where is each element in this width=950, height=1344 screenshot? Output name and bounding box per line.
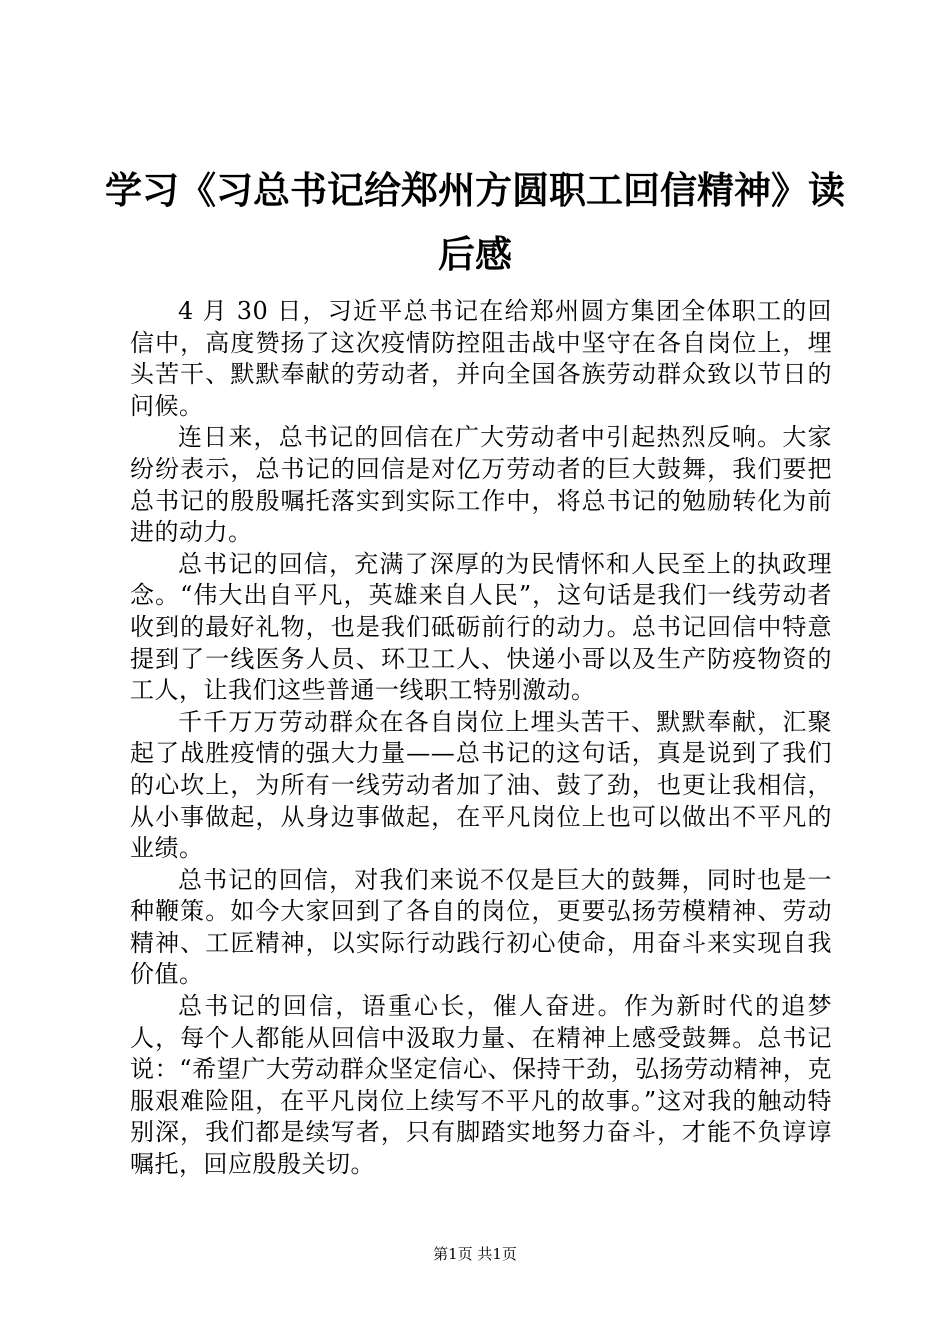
paragraph-4: 千千万万劳动群众在各自岗位上埋头苦干、默默奉献，汇聚起了战胜疫情的强大力量——总书记的这句话，真是说到了我们的心坎上，为所有一线劳动者加了油、鼓了劲，也更让我相信，从小事做起，从身边事做起，在平凡岗位上也可以做出不平凡的业绩。: [130, 707, 832, 863]
page-number-footer: 第1页 共1页: [433, 1245, 517, 1263]
paragraph-1: 4 月 30 日，习近平总书记在给郑州圆方集团全体职工的回信中，高度赞扬了这次疫情防控阻击战中坚守在各自岗位上，埋头苦干、默默奉献的劳动者，并向全国各族劳动群众致以节日的问候。: [130, 297, 832, 420]
paragraph-3: 总书记的回信，充满了深厚的为民情怀和人民至上的执政理念。“伟大出自平凡，英雄来自人民”，这句话是我们一线劳动者收到的最好礼物，也是我们砥砺前行的动力。总书记回信中特意提到了一线医务人员、环卫工人、快递小哥以及生产防疫物资的工人，让我们这些普通一线职工特别激动。: [130, 549, 832, 705]
paragraph-5: 总书记的回信，对我们来说不仅是巨大的鼓舞，同时也是一种鞭策。如今大家回到了各自的岗位，更要弘扬劳模精神、劳动精神、工匠精神，以实际行动践行初心使命，用奋斗来实现自我价值。: [130, 865, 832, 989]
document-body: [130, 296, 832, 1181]
paragraph-6: 总书记的回信，语重心长，催人奋进。作为新时代的追梦人，每个人都能从回信中汲取力量、在精神上感受鼓舞。总书记说：“希望广大劳动群众坚定信心、保持干劲，弘扬劳动精神，克服艰难险阻，在平凡岗位上续写不平凡的故事。”这对我的触动特别深，我们都是续写者，只有脚踏实地努力奋斗，才能不负谆谆嘱托，回应殷殷关切。: [130, 992, 832, 1179]
paragraph-2: 连日来，总书记的回信在广大劳动者中引起热烈反响。大家纷纷表示，总书记的回信是对亿万劳动者的巨大鼓舞，我们要把总书记的殷殷嘱托落实到实际工作中，将总书记的勉励转化为前进的动力。: [130, 423, 832, 547]
page-title: 学习《习总书记给郑州方圆职工回信精神》读后感: [105, 168, 845, 276]
